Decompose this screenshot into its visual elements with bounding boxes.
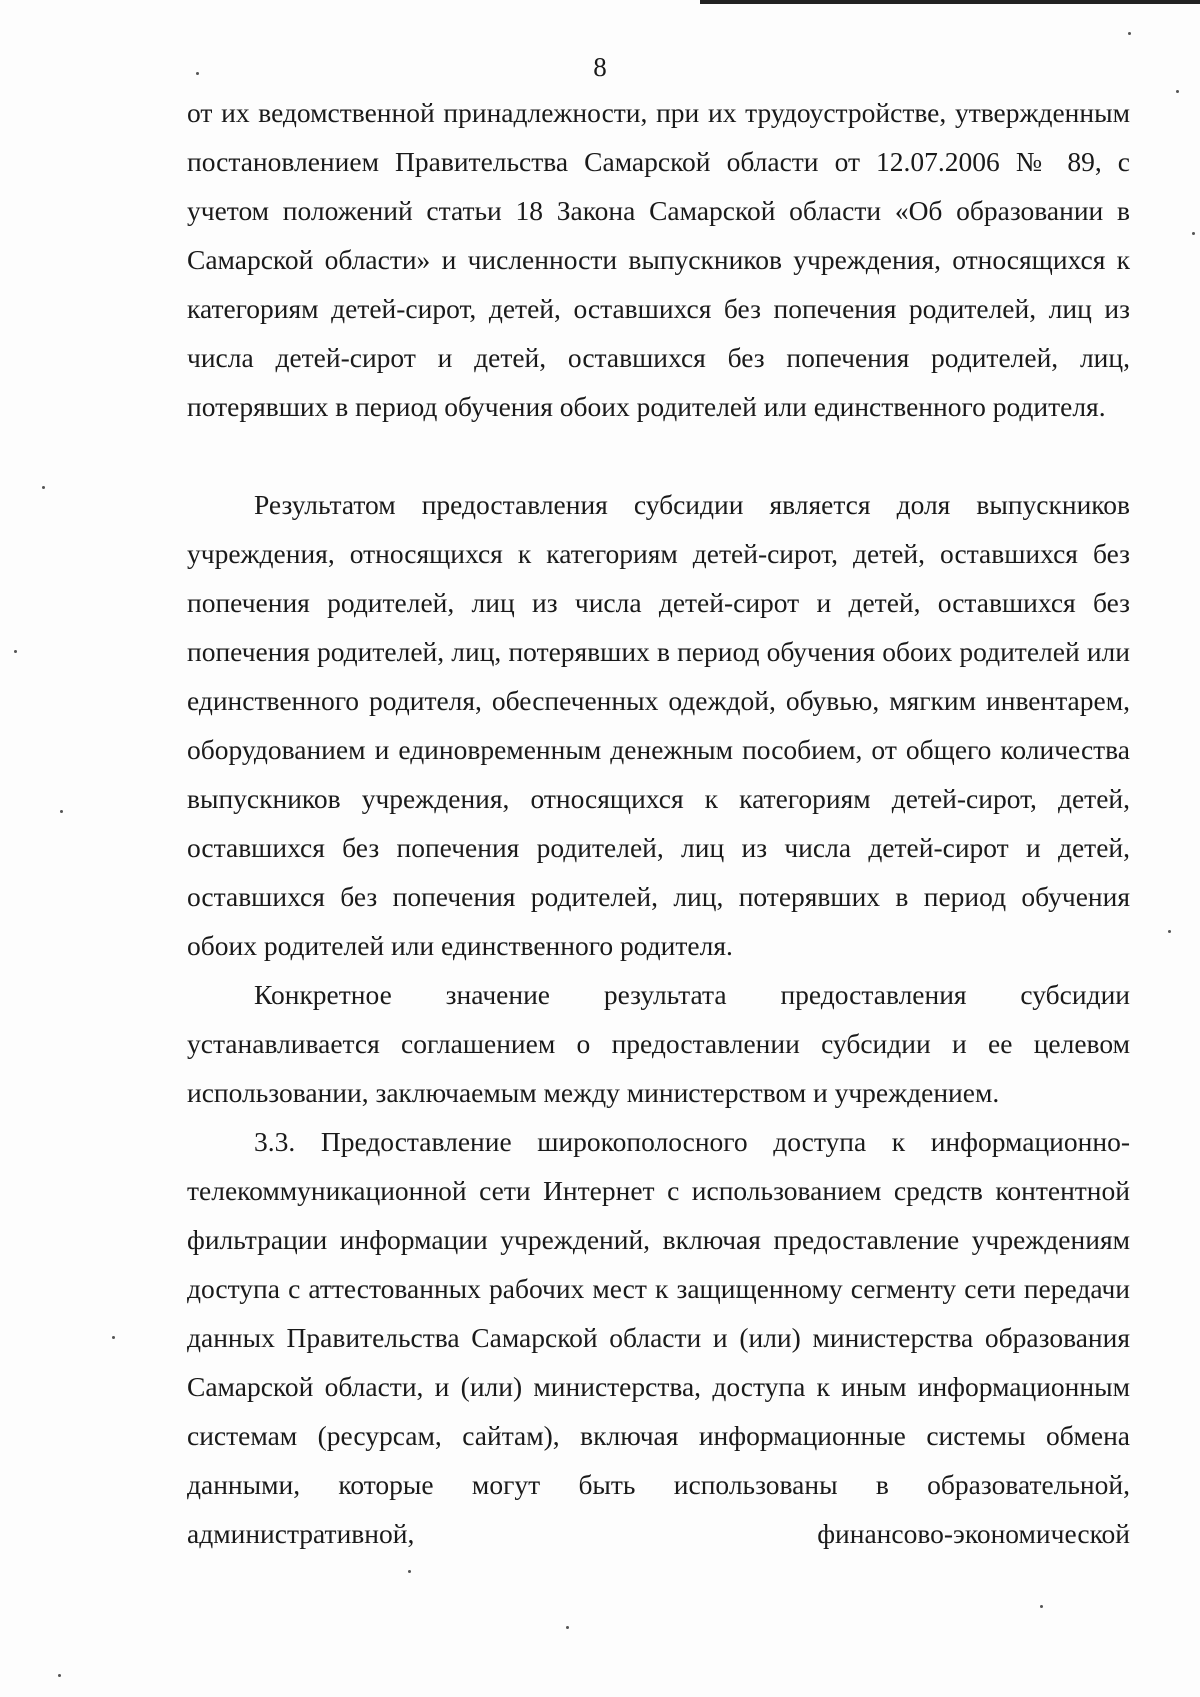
scan-speck	[60, 810, 63, 813]
paragraph: Конкретное значение результата предоставления субсидии устанавливается соглашением о предоставлении субсидии и ее целевом использовании, заключаемым между министерством и учреждением.	[187, 979, 1130, 1108]
scan-speck	[196, 72, 199, 75]
scan-speck	[1168, 930, 1171, 933]
scan-speck	[112, 1336, 115, 1339]
scan-top-border	[700, 0, 1200, 4]
paragraph: от их ведомственной принадлежности, при их трудоустройстве, утвержденным постановлением Правительства Самарской области от 12.07.2006 № 89, с учетом положений статьи 18 Закона Самарской области «Об образовании в Самарской области» и численности выпускников учреждения, относящихся к категориям детей-сирот, детей, оставшихся без попечения родителей, лиц из числа детей-сирот и детей, оставшихся без попечения родителей, лиц, потерявших в период обучения обоих родителей или единственного родителя.	[187, 97, 1130, 422]
scan-speck	[1128, 32, 1131, 35]
scan-speck	[1040, 1605, 1043, 1608]
paragraph-specific-value	[187, 970, 1130, 1117]
paragraph: 3.3. Предоставление широкополосного доступа к информационно-телекоммуникационной сети Интернет с использованием средств контентной фильтрации информации учреждений, включая предоставление учреждениям доступа с аттестованных рабочих мест к защищенному сегменту сети передачи данных Правительства Самарской области и (или) министерства образования Самарской области, и (или) министерства, доступа к иным информационным системам (ресурсам, сайтам), включая информационные системы обмена данными, которые могут быть использованы в образовательной, административной, финансово-экономической	[187, 1126, 1130, 1549]
scan-speck	[566, 1626, 569, 1629]
scan-speck	[1176, 90, 1179, 93]
paragraph: Результатом предоставления субсидии является доля выпускников учреждения, относящихся к категориям детей-сирот, детей, оставшихся без попечения родителей, лиц из числа детей-сирот и детей, оставшихся без попечения родителей, лиц, потерявших в период обучения обоих родителей или единственного родителя, обеспеченных одеждой, обувью, мягким инвентарем, оборудованием и единовременным денежным пособием, от общего количества выпускников учреждения, относящихся к категориям детей-сирот, детей, оставшихся без попечения родителей, лиц из числа детей-сирот и детей, оставшихся без попечения родителей, лиц, потерявших в период обучения обоих родителей или единственного родителя.	[187, 489, 1130, 961]
scan-speck	[42, 486, 45, 489]
scan-speck	[14, 650, 17, 653]
paragraph-continuation	[187, 88, 1130, 431]
scan-speck	[1192, 232, 1195, 235]
page-number: 8	[593, 52, 607, 82]
scan-speck	[408, 1570, 411, 1573]
scan-speck	[58, 1674, 61, 1677]
paragraph-result	[187, 480, 1130, 970]
section-3-3	[187, 1117, 1130, 1558]
